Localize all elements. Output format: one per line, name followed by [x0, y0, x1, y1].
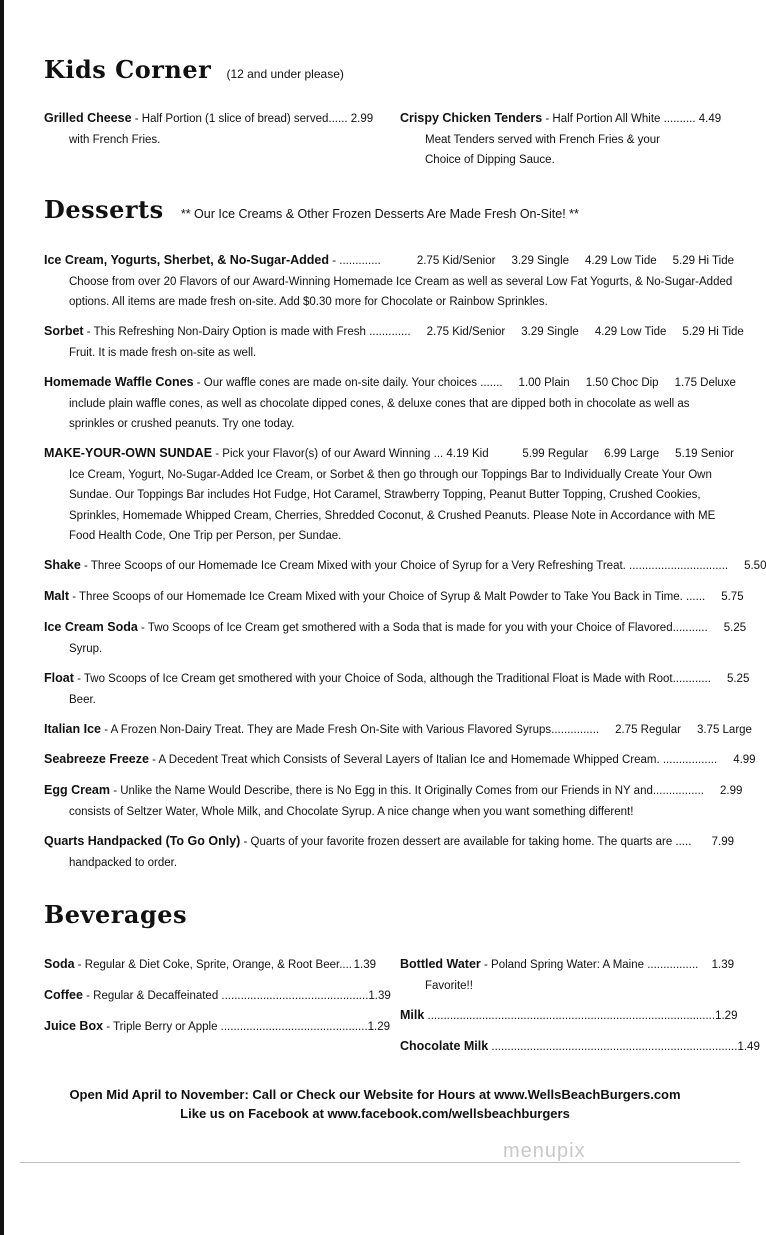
menu-item-ice-cream-soda	[44, 617, 747, 659]
beverages-section-header	[44, 900, 188, 931]
item-lead: - Three Scoops of our Homemade Ice Cream Mixed with your Choice of Syrup for a Very Refreshing Treat. ...............................	[84, 560, 729, 572]
price: 5.19 Senior	[675, 448, 734, 460]
item-lead: - .............	[332, 255, 381, 267]
price: 1.00 Plain	[518, 377, 570, 389]
desserts-title: Desserts	[44, 195, 164, 224]
price: 4.29 Low Tide	[594, 326, 667, 338]
bottom-rule	[20, 1162, 740, 1163]
item-name: Shake	[44, 558, 81, 572]
item-desc: Choose from over 20 Flavors of our Award-Winning Homemade Ice Cream as well as several Low Fat Yogurts, & No-Sugar-Added options. All items are made fresh on-site. Add $0.30 more for Chocolate or Rainbow Sprinkles.	[69, 275, 733, 308]
item-lead: - Quarts of your favorite frozen dessert are available for taking home. The quarts are .....	[243, 836, 692, 848]
item-desc: include plain waffle cones, as well as chocolate dipped cones, & deluxe cones that are dipped both in chocolate as well as sprinkles or crushed peanuts. Try one today.	[69, 397, 690, 430]
price: 3.29 Single	[511, 255, 570, 267]
menu-item-chocolate-milk	[400, 1036, 760, 1067]
menu-item-egg-cream	[44, 780, 743, 822]
item-name: Milk	[400, 1008, 425, 1022]
item-lead: - Two Scoops of Ice Cream get smothered with your Choice of Soda, although the Traditional Float is Made with Root............	[77, 673, 711, 685]
price: 5.50	[744, 560, 766, 572]
item-name: Italian Ice	[44, 722, 101, 736]
price: 2.99	[719, 785, 743, 797]
item-lead: - This Refreshing Non-Dairy Option is made with Fresh .............	[86, 326, 411, 338]
footer-hours: Open Mid April to November: Call or Check our Website for Hours at www.WellsBeachBurgers.com	[69, 1087, 681, 1102]
item-name: Egg Cream	[44, 783, 110, 797]
menu-item-coffee	[44, 985, 391, 1016]
price: 5.25	[726, 673, 750, 685]
item-desc-cont: Choice of Dipping Sauce.	[425, 154, 555, 166]
menu-item-malt	[44, 586, 744, 608]
item-name: Ice Cream, Yogurts, Sherbet, & No-Sugar-Added	[44, 253, 330, 267]
item-name: Quarts Handpacked (To Go Only)	[44, 834, 241, 848]
menu-item-soda	[44, 954, 376, 985]
item-name: Ice Cream Soda	[44, 620, 138, 634]
item-desc: - Half Portion (1 slice of bread) served...... 2.99	[134, 113, 374, 125]
price: 2.75 Kid/Senior	[416, 255, 496, 267]
page-left-edge	[0, 0, 4, 1235]
item-lead: - A Decedent Treat which Consists of Several Layers of Italian Ice and Homemade Whipped Cream. .................	[152, 754, 718, 766]
item-lead: - Two Scoops of Ice Cream get smothered with a Soda that is made for you with your Choice of Flavored...........	[141, 622, 708, 634]
menu-item-grilled-cheese	[44, 108, 384, 150]
item-name: Soda	[44, 957, 75, 971]
menu-item-waffle-cones	[44, 372, 734, 435]
item-desc: Syrup.	[69, 642, 103, 655]
item-desc: handpacked to order.	[69, 856, 178, 869]
price: 3.75 Large	[696, 724, 752, 736]
price: 1.49	[737, 1041, 760, 1053]
item-lead: - Triple Berry or Apple ..............................................	[106, 1021, 368, 1033]
item-name: Juice Box	[44, 1019, 104, 1033]
price: 5.99 Regular	[522, 448, 589, 460]
menu-item-italian-ice	[44, 719, 752, 741]
desserts-section-header	[44, 195, 579, 226]
watermark: menupix	[503, 1140, 586, 1162]
price: 4.99	[733, 754, 756, 766]
item-lead: - Poland Spring Water: A Maine ................	[484, 959, 699, 971]
item-name: Float	[44, 671, 74, 685]
item-name: Chocolate Milk	[400, 1039, 489, 1053]
kids-section-header	[44, 55, 344, 86]
menu-item-chicken-tenders	[400, 108, 734, 171]
price: 6.99 Large	[604, 448, 660, 460]
item-name: Malt	[44, 589, 69, 603]
item-name: Sorbet	[44, 324, 84, 338]
item-desc: - Half Portion All White .......... 4.49	[545, 113, 722, 125]
desserts-note: ** Our Ice Creams & Other Frozen Desserts Are Made Fresh On-Site! **	[180, 207, 579, 221]
price: 2.75 Regular	[615, 724, 681, 736]
item-lead: - Regular & Diet Coke, Sprite, Orange, & Root Beer....	[77, 959, 352, 971]
menu-item-ice-cream	[44, 250, 734, 313]
item-lead: .............................................................................	[491, 1041, 738, 1053]
menu-item-sorbet	[44, 321, 744, 363]
price: 1.39	[353, 959, 376, 971]
price: 2.75 Kid/Senior	[426, 326, 506, 338]
menu-item-float	[44, 668, 750, 710]
kids-title: Kids Corner	[44, 55, 212, 84]
item-desc-cont: with French Fries.	[69, 133, 161, 146]
item-name: Grilled Cheese	[44, 111, 132, 125]
menu-item-shake	[44, 555, 766, 577]
price: 1.29	[715, 1010, 738, 1022]
kids-note: (12 and under please)	[226, 67, 344, 81]
item-desc: consists of Seltzer Water, Whole Milk, and Chocolate Syrup. A nice change when you want something different!	[69, 805, 634, 818]
item-lead: - Pick your Flavor(s) of our Award Winning ... 4.19 Kid	[215, 448, 489, 460]
item-name: Bottled Water	[400, 957, 481, 971]
price: 1.75 Deluxe	[674, 377, 736, 389]
item-desc: Beer.	[69, 693, 96, 706]
beverages-left-column	[44, 954, 391, 1047]
price: 5.75	[721, 591, 744, 603]
item-name: Seabreeze Freeze	[44, 752, 149, 766]
beverages-right-column	[400, 954, 760, 1067]
menu-item-seabreeze-freeze	[44, 749, 756, 771]
menu-item-quarts	[44, 831, 734, 873]
price: 4.29 Low Tide	[585, 255, 657, 267]
item-lead: - A Frozen Non-Dairy Treat. They are Made Fresh On-Site with Various Flavored Syrups...............	[104, 724, 600, 736]
price: 1.39	[711, 959, 734, 971]
item-desc: Favorite!!	[425, 979, 473, 992]
menu-item-bottled-water	[400, 954, 734, 996]
item-name: Coffee	[44, 988, 83, 1002]
item-name: MAKE-YOUR-OWN SUNDAE	[44, 446, 213, 460]
footer-facebook: Like us on Facebook at www.facebook.com/wellsbeachburgers	[180, 1106, 570, 1121]
item-name: Crispy Chicken Tenders	[400, 111, 543, 125]
price: 1.29	[367, 1021, 391, 1033]
item-desc: Ice Cream, Yogurt, No-Sugar-Added Ice Cream, or Sorbet & then go through our Toppings Bar to Individually Create Your Own Sundae. Our Toppings Bar includes Hot Fudge, Hot Caramel, Strawberry Topping, Peanut Butter Topping, Crushed Cookies, Sprinkles, Homemade Whipped Cream, Cherries, Shredded Coconut, & Crushed Peanuts. Please Note in Accordance with ME Food Health Code, One Trip per Person, per Sundae.	[69, 468, 716, 542]
item-lead: - Our waffle cones are made on-site daily. Your choices .......	[196, 377, 503, 389]
beverages-title: Beverages	[44, 900, 188, 929]
item-name: Homemade Waffle Cones	[44, 375, 194, 389]
price: 1.39	[368, 990, 391, 1002]
menu-item-juice-box	[44, 1016, 391, 1047]
item-lead: - Unlike the Name Would Describe, there is No Egg in this. It Originally Comes from our Friends in NY and................	[113, 785, 704, 797]
item-desc: Fruit. It is made fresh on-site as well.	[69, 346, 257, 359]
item-lead: - Three Scoops of our Homemade Ice Cream Mixed with your Choice of Syrup & Malt Powder to Take You Back in Time. ......	[72, 591, 706, 603]
menu-item-sundae	[44, 443, 734, 547]
price: 1.50 Choc Dip	[585, 377, 659, 389]
price: 5.29 Hi Tide	[672, 255, 734, 267]
price: 3.29 Single	[521, 326, 579, 338]
menu-item-milk	[400, 1005, 738, 1036]
price: 5.29 Hi Tide	[682, 326, 744, 338]
item-lead: - Regular & Decaffeinated ..............................................	[86, 990, 369, 1002]
price: 7.99	[711, 836, 734, 848]
item-lead: ..........................................................................................	[427, 1010, 716, 1022]
price: 5.25	[723, 622, 747, 634]
item-desc-cont: Meat Tenders served with French Fries & your	[425, 133, 660, 146]
